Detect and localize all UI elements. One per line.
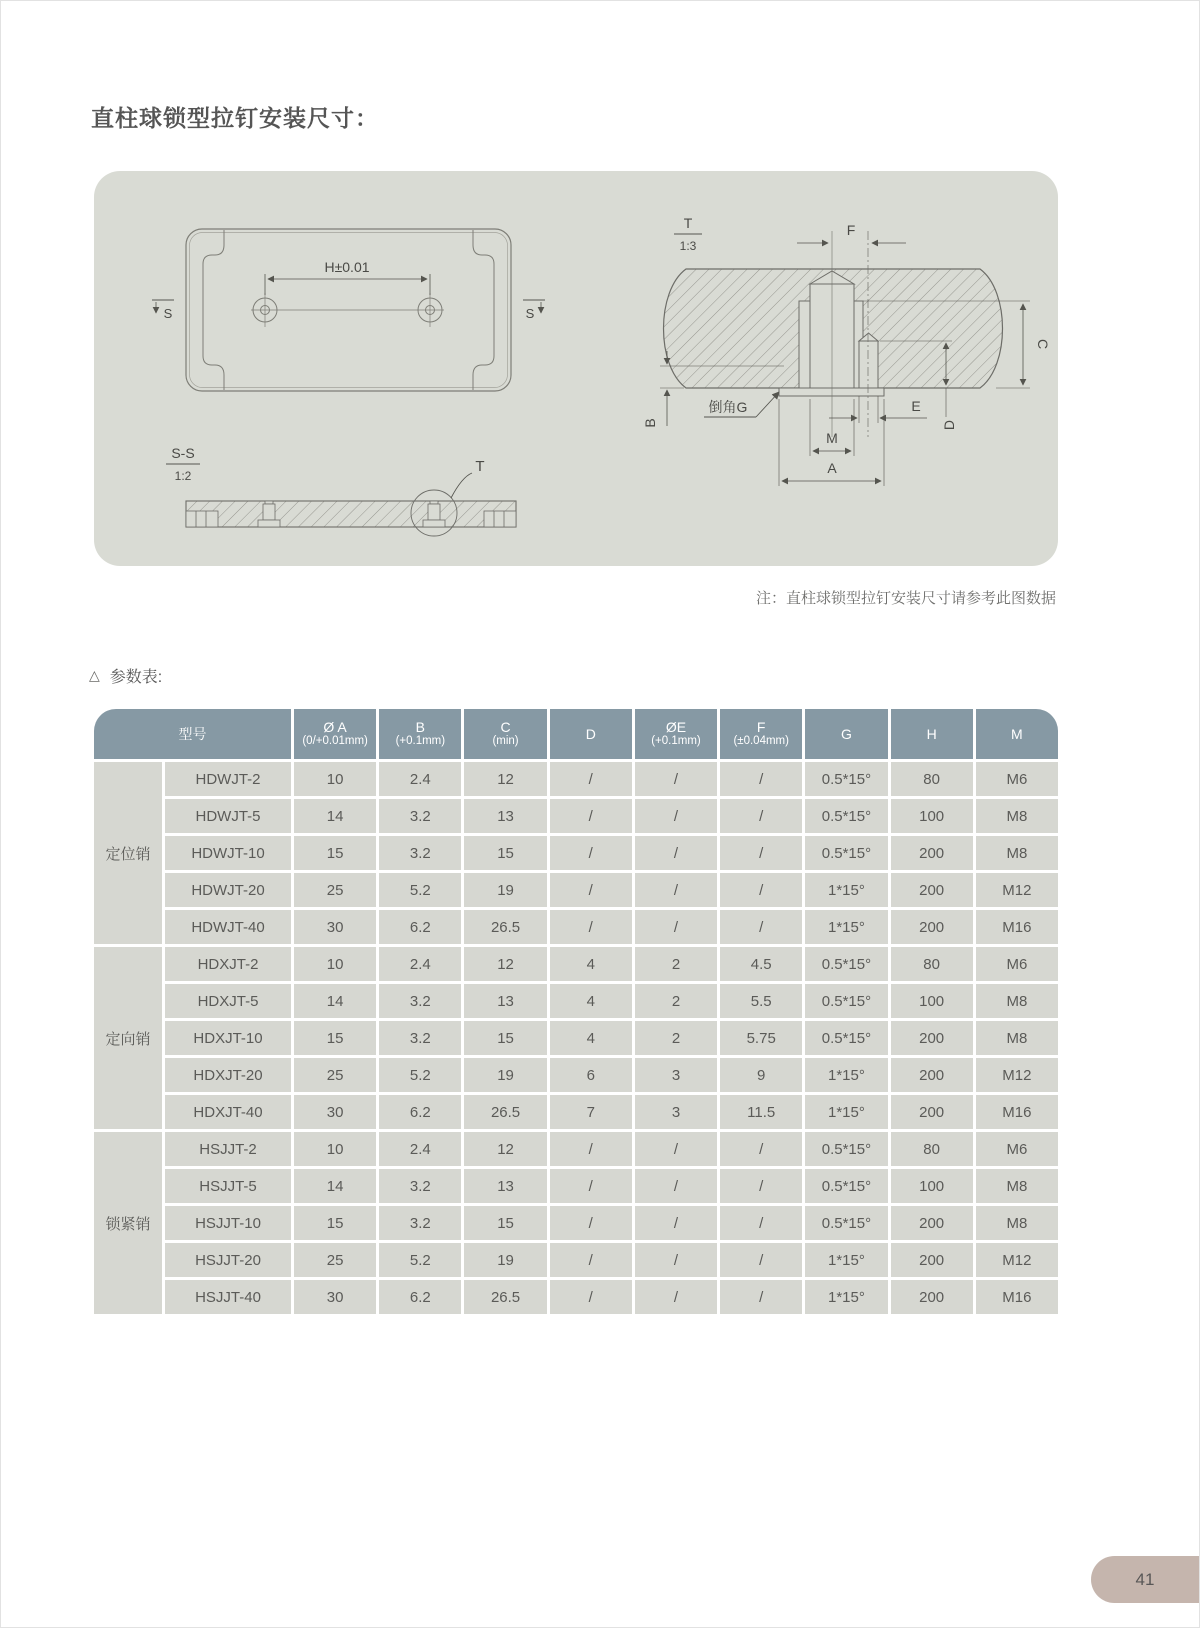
table-row	[94, 873, 1058, 907]
value-cell: 13	[464, 1169, 546, 1203]
value-cell: /	[635, 799, 717, 833]
value-cell: 1*15°	[805, 873, 887, 907]
value-cell: 2	[635, 1021, 717, 1055]
value-cell: 10	[294, 947, 376, 981]
value-cell: 0.5*15°	[805, 1021, 887, 1055]
value-cell: 3.2	[379, 984, 461, 1018]
value-cell: 200	[891, 1206, 973, 1240]
value-cell: 200	[891, 1021, 973, 1055]
value-cell: M6	[976, 1132, 1058, 1166]
value-cell: /	[550, 910, 632, 944]
table-row	[94, 762, 1058, 796]
value-cell: M6	[976, 947, 1058, 981]
ss-detail-mark: T	[475, 458, 485, 475]
value-cell: 6.2	[379, 910, 461, 944]
value-cell: /	[550, 1243, 632, 1277]
column-header-model: 型号	[94, 709, 291, 759]
group-label-1: 定向销	[94, 947, 162, 1129]
value-cell: 5.2	[379, 1058, 461, 1092]
value-cell: /	[720, 762, 802, 796]
plan-view	[186, 229, 511, 391]
page-number: 41	[1135, 1569, 1155, 1589]
value-cell: 5.5	[720, 984, 802, 1018]
column-header-dia-a: Ø A (0/+0.01mm)	[294, 709, 376, 759]
value-cell: 3.2	[379, 799, 461, 833]
model-cell: HSJJT-2	[165, 1132, 291, 1166]
value-cell: 2.4	[379, 1132, 461, 1166]
value-cell: /	[720, 1206, 802, 1240]
column-header-m: M	[976, 709, 1058, 759]
value-cell: /	[635, 873, 717, 907]
technical-drawing	[94, 171, 1058, 566]
value-cell: 0.5*15°	[805, 1169, 887, 1203]
model-cell: HDWJT-40	[165, 910, 291, 944]
value-cell: 26.5	[464, 1095, 546, 1129]
value-cell: /	[550, 1280, 632, 1314]
params-table-body	[94, 762, 1058, 1314]
value-cell: 19	[464, 1058, 546, 1092]
model-cell: HDXJT-2	[165, 947, 291, 981]
drawing-note: 注：直柱球锁型拉钉安装尺寸请参考此图数据	[755, 590, 1056, 607]
value-cell: /	[550, 1206, 632, 1240]
value-cell: 26.5	[464, 910, 546, 944]
table-header-row	[94, 709, 1058, 759]
value-cell: M12	[976, 1243, 1058, 1277]
section-view	[642, 215, 1051, 486]
group-label-2: 锁紧销	[94, 1132, 162, 1314]
value-cell: 2.4	[379, 762, 461, 796]
value-cell: /	[550, 873, 632, 907]
model-cell: HSJJT-5	[165, 1169, 291, 1203]
value-cell: 200	[891, 836, 973, 870]
params-table	[91, 706, 1061, 1317]
value-cell: /	[550, 1132, 632, 1166]
value-cell: 7	[550, 1095, 632, 1129]
value-cell: 15	[294, 1206, 376, 1240]
value-cell: M8	[976, 1169, 1058, 1203]
value-cell: /	[550, 799, 632, 833]
ss-label: S-S	[171, 445, 195, 461]
value-cell: 19	[464, 873, 546, 907]
value-cell: 5.2	[379, 873, 461, 907]
section-mark-right: S	[525, 306, 535, 321]
dim-label-a: A	[827, 460, 837, 476]
value-cell: /	[550, 762, 632, 796]
value-cell: 12	[464, 1132, 546, 1166]
table-row	[94, 799, 1058, 833]
value-cell: 200	[891, 873, 973, 907]
value-cell: 80	[891, 947, 973, 981]
page-title: 直柱球锁型拉钉安装尺寸：	[91, 105, 379, 131]
value-cell: 25	[294, 873, 376, 907]
table-row	[94, 1169, 1058, 1203]
value-cell: 200	[891, 1095, 973, 1129]
value-cell: /	[720, 836, 802, 870]
value-cell: M8	[976, 836, 1058, 870]
value-cell: 3.2	[379, 1169, 461, 1203]
value-cell: 0.5*15°	[805, 984, 887, 1018]
model-cell: HDXJT-5	[165, 984, 291, 1018]
value-cell: 15	[294, 1021, 376, 1055]
value-cell: /	[635, 1206, 717, 1240]
value-cell: /	[550, 836, 632, 870]
table-row	[94, 947, 1058, 981]
value-cell: 14	[294, 1169, 376, 1203]
dim-label-h: H±0.01	[324, 259, 370, 275]
table-row	[94, 910, 1058, 944]
value-cell: /	[635, 1132, 717, 1166]
value-cell: 0.5*15°	[805, 1206, 887, 1240]
table-row	[94, 836, 1058, 870]
value-cell: 4	[550, 947, 632, 981]
model-cell: HDXJT-10	[165, 1021, 291, 1055]
value-cell: 0.5*15°	[805, 836, 887, 870]
value-cell: /	[720, 799, 802, 833]
value-cell: /	[720, 1132, 802, 1166]
value-cell: 100	[891, 984, 973, 1018]
value-cell: 15	[464, 1206, 546, 1240]
model-cell: HDWJT-2	[165, 762, 291, 796]
column-header-c: C (min)	[464, 709, 546, 759]
value-cell: M12	[976, 873, 1058, 907]
column-header-dia-e: ØE (+0.1mm)	[635, 709, 717, 759]
value-cell: 25	[294, 1058, 376, 1092]
value-cell: 200	[891, 1280, 973, 1314]
value-cell: 26.5	[464, 1280, 546, 1314]
table-row	[94, 1058, 1058, 1092]
ss-scale: 1:2	[174, 469, 192, 483]
value-cell: 2	[635, 947, 717, 981]
value-cell: 100	[891, 799, 973, 833]
value-cell: 3.2	[379, 1206, 461, 1240]
value-cell: 13	[464, 799, 546, 833]
value-cell: 25	[294, 1243, 376, 1277]
value-cell: 3.2	[379, 836, 461, 870]
value-cell: M8	[976, 984, 1058, 1018]
model-cell: HDWJT-10	[165, 836, 291, 870]
value-cell: 12	[464, 947, 546, 981]
value-cell: 0.5*15°	[805, 762, 887, 796]
value-cell: 0.5*15°	[805, 1132, 887, 1166]
value-cell: /	[635, 910, 717, 944]
dim-label-e: E	[911, 398, 921, 414]
value-cell: 1*15°	[805, 1095, 887, 1129]
value-cell: 200	[891, 1243, 973, 1277]
value-cell: 3	[635, 1058, 717, 1092]
value-cell: 80	[891, 762, 973, 796]
value-cell: 30	[294, 1095, 376, 1129]
value-cell: 19	[464, 1243, 546, 1277]
table-row	[94, 1021, 1058, 1055]
value-cell: M16	[976, 910, 1058, 944]
model-cell: HSJJT-40	[165, 1280, 291, 1314]
value-cell: 1*15°	[805, 1243, 887, 1277]
table-row	[94, 984, 1058, 1018]
value-cell: 0.5*15°	[805, 799, 887, 833]
value-cell: 4.5	[720, 947, 802, 981]
value-cell: /	[720, 910, 802, 944]
value-cell: 30	[294, 1280, 376, 1314]
section-mark-left: S	[163, 306, 173, 321]
value-cell: 9	[720, 1058, 802, 1092]
model-cell: HDWJT-5	[165, 799, 291, 833]
drawing-panel	[94, 171, 1058, 566]
value-cell: 10	[294, 1132, 376, 1166]
table-caption-text: 参数表:	[109, 669, 163, 686]
value-cell: 6.2	[379, 1280, 461, 1314]
value-cell: 14	[294, 799, 376, 833]
value-cell: 30	[294, 910, 376, 944]
table-row	[94, 1206, 1058, 1240]
value-cell: 14	[294, 984, 376, 1018]
model-cell: HDXJT-40	[165, 1095, 291, 1129]
value-cell: 11.5	[720, 1095, 802, 1129]
value-cell: 6.2	[379, 1095, 461, 1129]
table-row	[94, 1132, 1058, 1166]
value-cell: 200	[891, 1058, 973, 1092]
triangle-icon: △	[89, 667, 100, 683]
column-header-f: F (±0.04mm)	[720, 709, 802, 759]
value-cell: 1*15°	[805, 1058, 887, 1092]
value-cell: /	[720, 1243, 802, 1277]
table-row	[94, 1243, 1058, 1277]
value-cell: 3	[635, 1095, 717, 1129]
value-cell: 13	[464, 984, 546, 1018]
model-cell: HSJJT-10	[165, 1206, 291, 1240]
value-cell: /	[720, 1280, 802, 1314]
table-caption	[89, 664, 162, 687]
model-cell: HSJJT-20	[165, 1243, 291, 1277]
value-cell: M8	[976, 1206, 1058, 1240]
value-cell: 1*15°	[805, 1280, 887, 1314]
value-cell: 6	[550, 1058, 632, 1092]
value-cell: 10	[294, 762, 376, 796]
column-header-g: G	[805, 709, 887, 759]
value-cell: M12	[976, 1058, 1058, 1092]
value-cell: 2	[635, 984, 717, 1018]
column-header-b: B (+0.1mm)	[379, 709, 461, 759]
table-row	[94, 1280, 1058, 1314]
section-detail-label: T	[683, 215, 693, 231]
dim-label-d: D	[941, 419, 957, 431]
value-cell: 15	[294, 836, 376, 870]
value-cell: 15	[464, 1021, 546, 1055]
value-cell: M8	[976, 799, 1058, 833]
value-cell: 4	[550, 984, 632, 1018]
value-cell: 80	[891, 1132, 973, 1166]
dim-label-f: F	[846, 222, 856, 238]
value-cell: 15	[464, 836, 546, 870]
model-cell: HDXJT-20	[165, 1058, 291, 1092]
value-cell: /	[635, 762, 717, 796]
group-label-0: 定位销	[94, 762, 162, 944]
value-cell: /	[720, 1169, 802, 1203]
value-cell: 5.75	[720, 1021, 802, 1055]
chamfer-label: 倒角G	[708, 399, 748, 415]
value-cell: /	[720, 873, 802, 907]
column-header-d: D	[550, 709, 632, 759]
value-cell: /	[550, 1169, 632, 1203]
value-cell: /	[635, 1280, 717, 1314]
value-cell: 4	[550, 1021, 632, 1055]
ss-section-view	[166, 445, 516, 536]
dim-label-c: C	[1035, 338, 1051, 350]
value-cell: 1*15°	[805, 910, 887, 944]
params-table-wrap	[91, 706, 1061, 1317]
value-cell: 100	[891, 1169, 973, 1203]
value-cell: /	[635, 1169, 717, 1203]
value-cell: 5.2	[379, 1243, 461, 1277]
dim-label-m: M	[826, 430, 838, 446]
table-row	[94, 1095, 1058, 1129]
value-cell: M16	[976, 1280, 1058, 1314]
value-cell: 2.4	[379, 947, 461, 981]
column-header-h: H	[891, 709, 973, 759]
section-detail-scale: 1:3	[679, 239, 697, 253]
value-cell: 0.5*15°	[805, 947, 887, 981]
value-cell: M16	[976, 1095, 1058, 1129]
value-cell: 200	[891, 910, 973, 944]
dim-label-b: B	[642, 418, 658, 428]
value-cell: M8	[976, 1021, 1058, 1055]
plan-dimensions	[152, 274, 545, 313]
page-number-tab	[1091, 1556, 1199, 1603]
value-cell: /	[635, 1243, 717, 1277]
value-cell: M6	[976, 762, 1058, 796]
value-cell: 3.2	[379, 1021, 461, 1055]
value-cell: /	[635, 836, 717, 870]
model-cell: HDWJT-20	[165, 873, 291, 907]
value-cell: 12	[464, 762, 546, 796]
